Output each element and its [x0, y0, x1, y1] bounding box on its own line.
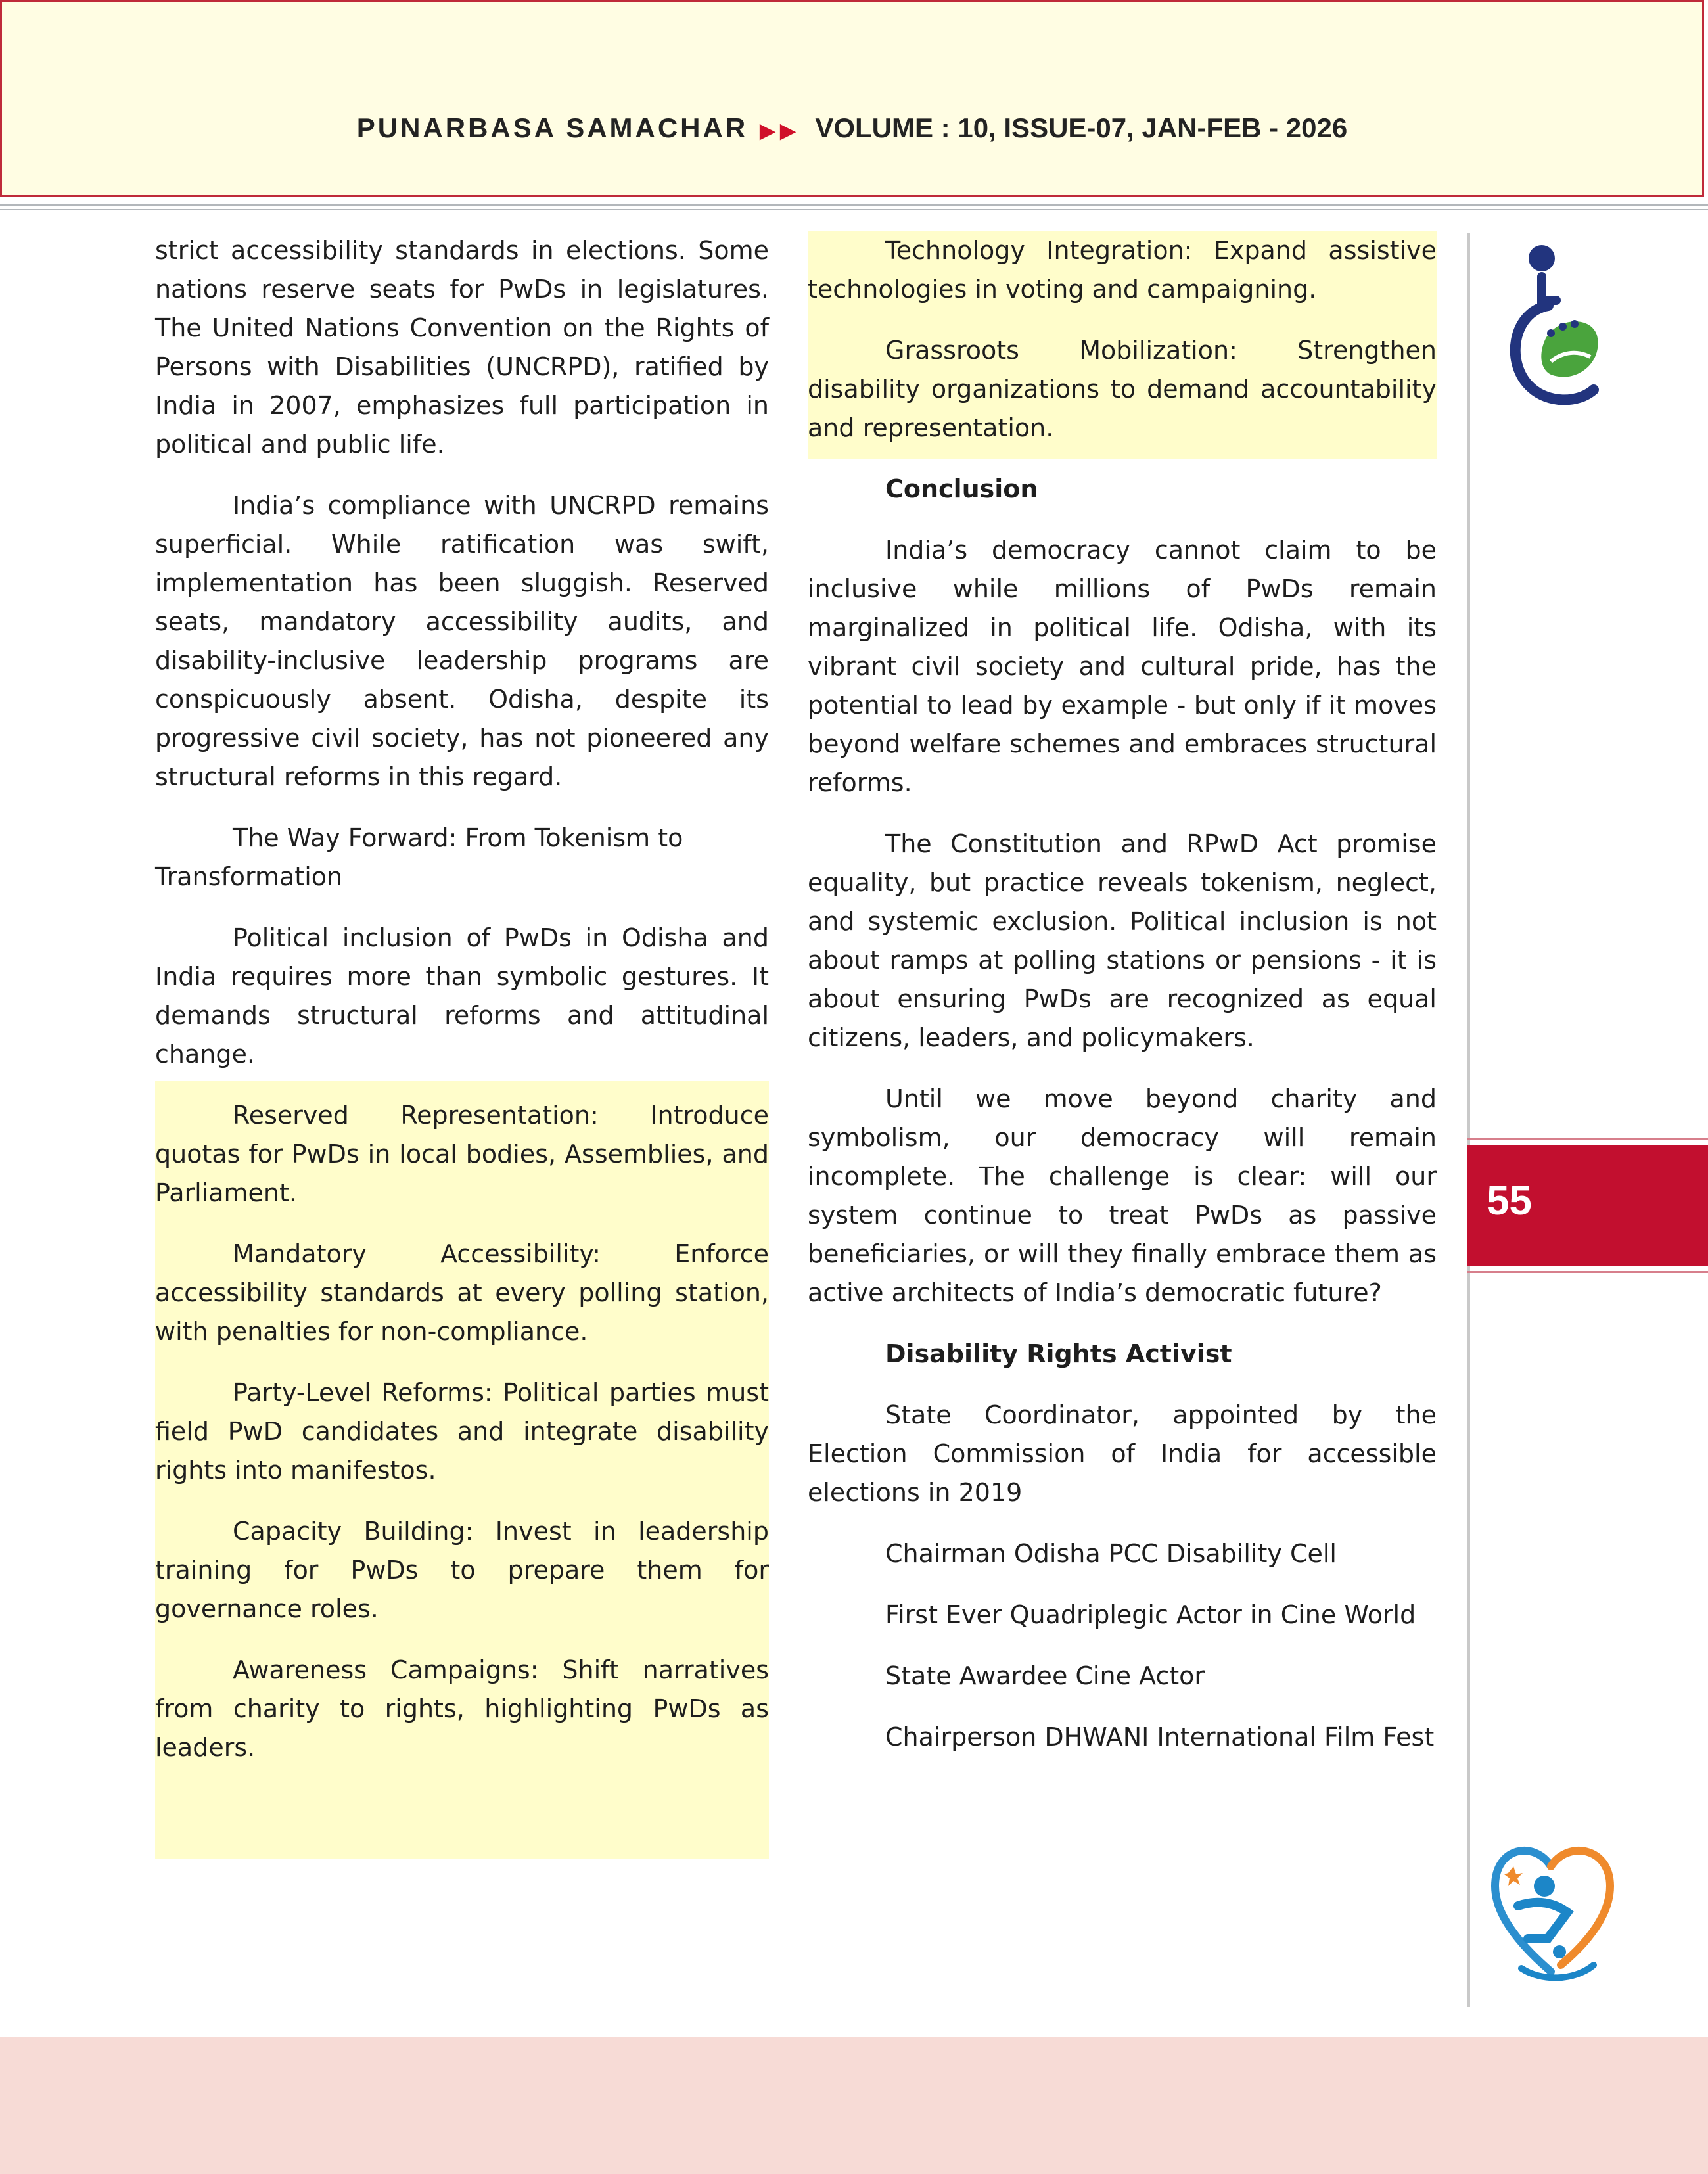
- recommendation-item: Technology Integration: Expand assistive technologies in voting and campaigning.: [808, 236, 1437, 304]
- page-footer-band: [0, 2037, 1708, 2174]
- paragraph: India’s democracy cannot claim to be inclusive while millions of PwDs remain marginalized in political life. Odisha, with its vibrant civil society and cultural pride, has the potential to lead by example - but only if it moves beyond welfare schemes and embraces structural reforms.: [808, 536, 1437, 797]
- recommendation-item: Mandatory Accessibility: Enforce accessibility standards at every polling station, with penalties for non-compliance.: [155, 1239, 769, 1346]
- issue-info: VOLUME : 10, ISSUE-07, JAN-FEB - 2026: [815, 112, 1348, 143]
- author-credential: Chairman Odisha PCC Disability Cell: [885, 1539, 1337, 1568]
- right-column: [808, 231, 1437, 1779]
- section-subheading: The Way Forward: From Tokenism to Transformation: [155, 823, 683, 891]
- side-divider: [1467, 233, 1470, 2007]
- left-column: [155, 231, 769, 1790]
- publication-name: PUNARBASA SAMACHAR: [356, 112, 749, 143]
- recommendation-item: Reserved Representation: Introduce quotas for PwDs in local bodies, Assemblies, and Parliament.: [155, 1101, 769, 1207]
- author-credential: State Awardee Cine Actor: [885, 1661, 1205, 1690]
- conclusion-heading: Conclusion: [885, 474, 1038, 503]
- recommendation-item: Capacity Building: Invest in leadership training for PwDs to prepare them for governance roles.: [155, 1517, 769, 1623]
- header-title: [2, 112, 1702, 144]
- paragraph: India’s compliance with UNCRPD remains superficial. While ratification was swift, implementation has been sluggish. Reserved seats, mandatory accessibility audits, and disability-inclusive leadership programs are conspicuously absent. Odisha, despite its progressive civil society, has not pioneered any structural reforms in this regard.: [155, 491, 769, 791]
- paragraph: Until we move beyond charity and symbolism, our democracy will remain incomplete. The challenge is clear: will our system continue to treat PwDs as passive beneficiaries, or will they finally embrace them as active architects of India’s democratic future?: [808, 1084, 1437, 1307]
- page-number-band: [1467, 1145, 1708, 1266]
- paragraph: The Constitution and RPwD Act promise equality, but practice reveals tokenism, neglect, and systemic exclusion. Political inclusion is not about ramps at polling stations or pensions - it is about ensuring PwDs are recognized as equal citizens, leaders, and policymakers.: [808, 829, 1437, 1052]
- author-heading: Disability Rights Activist: [885, 1339, 1232, 1368]
- recommendation-item: Awareness Campaigns: Shift narratives from charity to rights, highlighting PwDs as leaders.: [155, 1655, 769, 1762]
- author-credential: Chairperson DHWANI International Film Fest: [885, 1723, 1435, 1751]
- page-number: 55: [1487, 1178, 1532, 1224]
- inclusion-heart-logo-icon: [1482, 1840, 1620, 1998]
- recommendation-item: Grassroots Mobilization: Strengthen disability organizations to demand accountability and representation.: [808, 336, 1437, 442]
- double-arrow-icon: ▶▶: [760, 120, 801, 142]
- paragraph: Political inclusion of PwDs in Odisha and India requires more than symbolic gestures. It demands structural reforms and attitudinal change.: [155, 923, 769, 1069]
- page-header: [0, 0, 1704, 197]
- paragraph: strict accessibility standards in elections. Some nations reserve seats for PwDs in legislatures. The United Nations Convention on the Rights of Persons with Disabilities (UNCRPD), ratified by India in 2007, emphasizes full participation in political and public life.: [155, 236, 769, 459]
- header-rule: [0, 204, 1708, 206]
- header-rule-secondary: [0, 209, 1708, 210]
- accessibility-logo-icon: [1485, 240, 1604, 430]
- author-credential: State Coordinator, appointed by the Election Commission of India for accessible elections in 2019: [808, 1400, 1437, 1507]
- recommendation-item: Party-Level Reforms: Political parties must field PwD candidates and integrate disability rights into manifestos.: [155, 1378, 769, 1485]
- author-credential: First Ever Quadriplegic Actor in Cine World: [885, 1600, 1416, 1629]
